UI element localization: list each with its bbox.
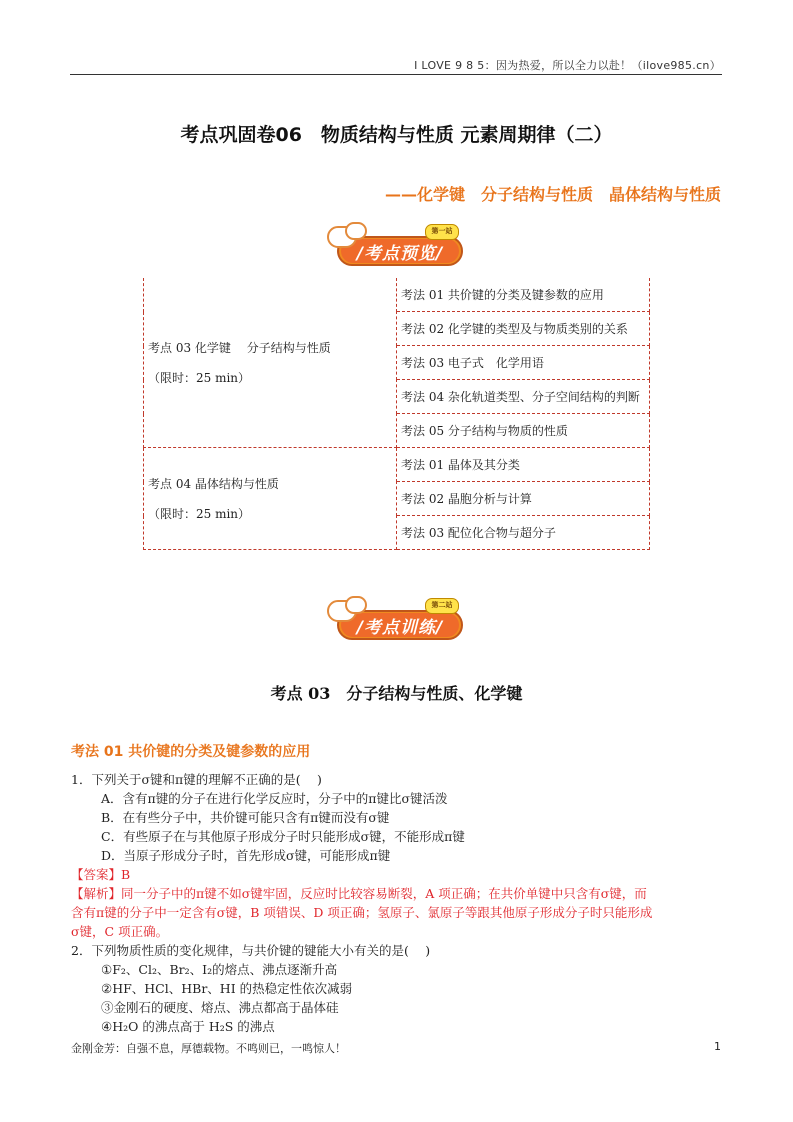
option-c: C．有些原子在与其他原子形成分子时只能形成σ键，不能形成π键 [101,829,465,844]
cloud-icon [345,222,367,240]
method-cell: 考法 01 共价键的分类及键参数的应用 [397,278,650,312]
option-1: ①F₂、Cl₂、Br₂、I₂的熔点、沸点逐渐升高 [101,962,338,977]
method-cell: 考法 02 晶胞分析与计算 [397,482,650,516]
question-2 [71,941,723,1036]
preview-badge [327,220,467,268]
question-stem: 2．下列物质性质的变化规律，与共价键的键能大小有关的是( ) [71,943,431,958]
topic-cell [144,278,397,448]
cloud-icon [345,596,367,614]
topic-cell [144,448,397,550]
overview-table [143,278,650,550]
method-cell: 考法 03 电子式 化学用语 [397,346,650,380]
table-row [144,448,650,482]
method-title: 考法 01 共价键的分类及键参数的应用 [71,744,311,760]
analysis-line: 含有π键的分子中一定含有σ键，B 项错误、D 项正确；氢原子、氯原子等跟其他原子形成分子时只能形成 [71,905,653,920]
page-footer: 金刚金芳：自强不息，厚德载物。不鸣则已，一鸣惊人！ [71,1042,346,1055]
page-header: I LOVE 9 8 5：因为热爱，所以全力以赴！（ilove985.cn） [414,59,721,72]
table-row [144,278,650,312]
analysis-line: 【解析】同一分子中的π键不如σ键牢固，反应时比较容易断裂，A 项正确；在共价单键中只含有σ键，而 [71,886,647,901]
option-3: ③金刚石的硬度、熔点、沸点都高于晶体硅 [101,1000,339,1015]
option-a: A．含有π键的分子在进行化学反应时，分子中的π键比σ键活泼 [101,791,448,806]
option-4: ④H₂O 的沸点高于 H₂S 的沸点 [101,1019,275,1034]
topic-name: 考点 04 晶体结构与性质 [148,476,279,491]
option-2: ②HF、HCl、HBr、HI 的热稳定性依次减弱 [101,981,353,996]
section-title: 考点 03 分子结构与性质、化学键 [270,684,523,703]
training-badge [327,594,467,642]
question-stem: 1．下列关于σ键和π键的理解不正确的是( ) [71,772,322,787]
option-b: B．在有些分子中，共价键可能只含有π键而没有σ键 [101,810,390,825]
page-subtitle: ——化学键 分子结构与性质 晶体结构与性质 [384,185,721,204]
header-divider [70,74,722,75]
method-cell: 考法 02 化学键的类型及与物质类别的关系 [397,312,650,346]
badge-label: /考点训练/ [356,618,444,638]
analysis-line: σ键，C 项正确。 [71,924,169,939]
method-cell: 考法 05 分子结构与物质的性质 [397,414,650,448]
badge-tag: 第一站 [425,224,459,240]
badge-tag: 第二站 [425,598,459,614]
question-1 [71,770,723,941]
topic-time: （限时：25 min） [148,506,251,521]
badge-label: /考点预览/ [356,244,444,264]
page-title: 考点巩固卷06 物质结构与性质 元素周期律（二） [180,124,613,146]
method-cell: 考法 03 配位化合物与超分子 [397,516,650,550]
topic-time: （限时：25 min） [148,370,251,385]
method-cell: 考法 04 杂化轨道类型、分子空间结构的判断 [397,380,650,414]
answer: 【答案】B [71,867,131,882]
option-d: D．当原子形成分子时，首先形成σ键，可能形成π键 [101,848,391,863]
method-cell: 考法 01 晶体及其分类 [397,448,650,482]
topic-name: 考点 03 化学键 分子结构与性质 [148,340,331,355]
page-number: 1 [714,1040,721,1053]
